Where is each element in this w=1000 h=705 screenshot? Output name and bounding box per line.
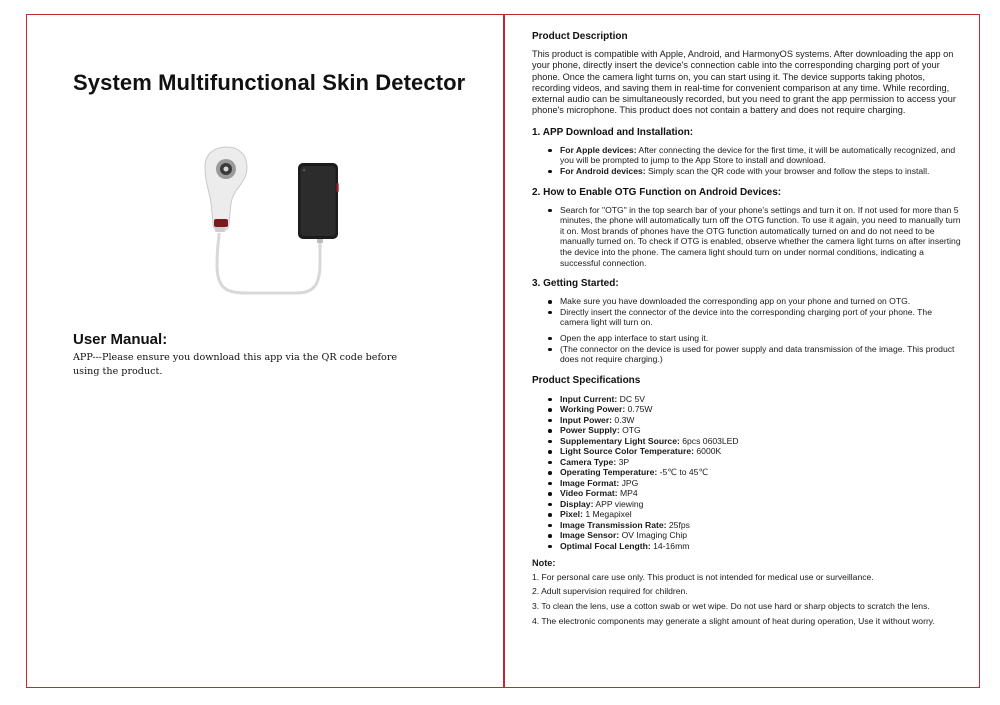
spec-value: 6000K	[694, 446, 722, 457]
page-title: System Multifunctional Skin Detector	[73, 70, 466, 95]
spec-label: Operating Temperature:	[560, 467, 658, 478]
product-description-text: This product is compatible with Apple, Android, and HarmonyOS systems. After downloading the app on your phone, directly insert the device's connection cable into the corresponding charging port of your phone. Once the camera light turns on, you can start using it. The device supports taking photos, recording videos, and saving them in real-time for convenient comparison at any time. While recording, external audio can be simultaneously recorded, but you need to grant the app permission to access your phone's microphone. This product does not contain a battery and does not require charging.	[532, 49, 956, 116]
product-description-heading: Product Description	[532, 31, 628, 42]
otg-heading: 2. How to Enable OTG Function on Android Devices:	[532, 186, 782, 198]
spec-value: 6pcs 0603LED	[679, 435, 739, 446]
spec-value: OTG	[619, 425, 641, 436]
otg-list	[532, 205, 962, 269]
spec-item	[560, 446, 962, 457]
spec-value: JPG	[619, 477, 639, 488]
spec-value: MP4	[617, 488, 638, 499]
spec-item	[560, 541, 962, 552]
page-sheet	[26, 14, 980, 688]
note-item: 4. The electronic components may generate a slight amount of heat during operation, Use it without worry.	[532, 615, 935, 626]
getting-started-list-b	[532, 333, 962, 365]
spec-label: Power Supply:	[560, 425, 620, 436]
spec-item	[560, 457, 962, 468]
spec-item	[560, 520, 962, 531]
spec-value: 25fps	[666, 519, 690, 530]
spec-value: 0.75W	[625, 404, 653, 415]
spec-item	[560, 478, 962, 489]
spec-item	[560, 509, 962, 520]
note-item: 3. To clean the lens, use a cotton swab or wet wipe. Do not use hard or sharp objects to scratch the lens.	[532, 600, 930, 611]
spec-label: Supplementary Light Source:	[560, 435, 680, 446]
spec-item	[560, 499, 962, 510]
spec-value: OV Imaging Chip	[619, 530, 688, 541]
spec-item	[560, 436, 962, 447]
android-devices-text: Simply scan the QR code with your browser and follow the steps to install.	[645, 165, 930, 176]
apple-devices-label: For Apple devices:	[560, 144, 637, 155]
note-item: 1. For personal care use only. This product is not intended for medical use or surveillance.	[532, 571, 874, 582]
app-download-heading: 1. APP Download and Installation:	[532, 126, 694, 138]
spec-item	[560, 530, 962, 541]
spec-label: Video Format:	[560, 488, 618, 499]
spec-label: Input Power:	[560, 414, 613, 425]
spec-value: DC 5V	[617, 393, 645, 404]
list-item	[560, 166, 962, 177]
apple-devices-text: After connecting the device for the first time, it will be automatically recognized, and you will be prompted to jump to the App Store to install and download.	[560, 144, 956, 166]
left-column	[27, 15, 503, 687]
list-item: Make sure you have downloaded the corresponding app on your phone and turned on OTG.	[560, 296, 962, 307]
spec-value: APP viewing	[593, 498, 644, 509]
spec-label: Image Transmission Rate:	[560, 519, 667, 530]
spec-label: Light Source Color Temperature:	[560, 446, 695, 457]
spec-item	[560, 467, 962, 478]
app-download-list	[532, 145, 962, 177]
spec-label: Working Power:	[560, 404, 626, 415]
spec-label: Camera Type:	[560, 456, 617, 467]
notes-heading: Note:	[532, 558, 556, 569]
spec-item	[560, 404, 962, 415]
spec-value: 1 Megapixel	[582, 509, 632, 520]
spec-item	[560, 425, 962, 436]
note-item: 2. Adult supervision required for children.	[532, 586, 688, 597]
spec-value: -5℃ to 45℃	[657, 467, 709, 478]
right-column	[504, 15, 980, 687]
spec-value: 3P	[616, 456, 630, 467]
spec-value: 14-16mm	[650, 540, 690, 551]
getting-started-heading: 3. Getting Started:	[532, 278, 619, 290]
specs-heading: Product Specifications	[532, 374, 641, 386]
spec-item	[560, 415, 962, 426]
getting-started-list-a	[532, 296, 962, 328]
list-item: Directly insert the connector of the device into the corresponding charging port of your phone. The camera light will turn on.	[560, 307, 962, 328]
spec-item	[560, 488, 962, 499]
spec-label: Image Format:	[560, 477, 620, 488]
spec-value: 0.3W	[612, 414, 635, 425]
spec-label: Image Sensor:	[560, 530, 620, 541]
specs-list	[532, 394, 962, 552]
spec-label: Display:	[560, 498, 594, 509]
user-manual-heading: User Manual:	[73, 331, 168, 348]
spec-label: Input Current:	[560, 393, 618, 404]
list-item	[560, 145, 962, 166]
spec-label: Optimal Focal Length:	[560, 540, 651, 551]
list-item: (The connector on the device is used for power supply and data transmission of the image. This product does not require charging.)	[560, 344, 962, 365]
device-phone-illustration	[197, 145, 342, 300]
spec-label: Pixel:	[560, 509, 583, 520]
list-item: Search for "OTG" in the top search bar of your phone's settings and turn it on. If not used for more than 5 minutes, the phone will automatically turn off the OTG function. To use it again, you need to manually turn it on. Most brands of phones have the OTG function automatically turned on and do not need to be manually turned on. To check if OTG is enabled, observe whether the camera light turns on after inserting the device into the phone. The camera light should turn on under normal conditions, indicating a successful connection.	[560, 204, 961, 268]
spec-item	[560, 394, 962, 405]
list-item: Open the app interface to start using it.	[560, 333, 962, 344]
android-devices-label: For Android devices:	[560, 165, 646, 176]
user-manual-text: APP---Please ensure you download this app via the QR code before using the product.	[73, 352, 398, 377]
